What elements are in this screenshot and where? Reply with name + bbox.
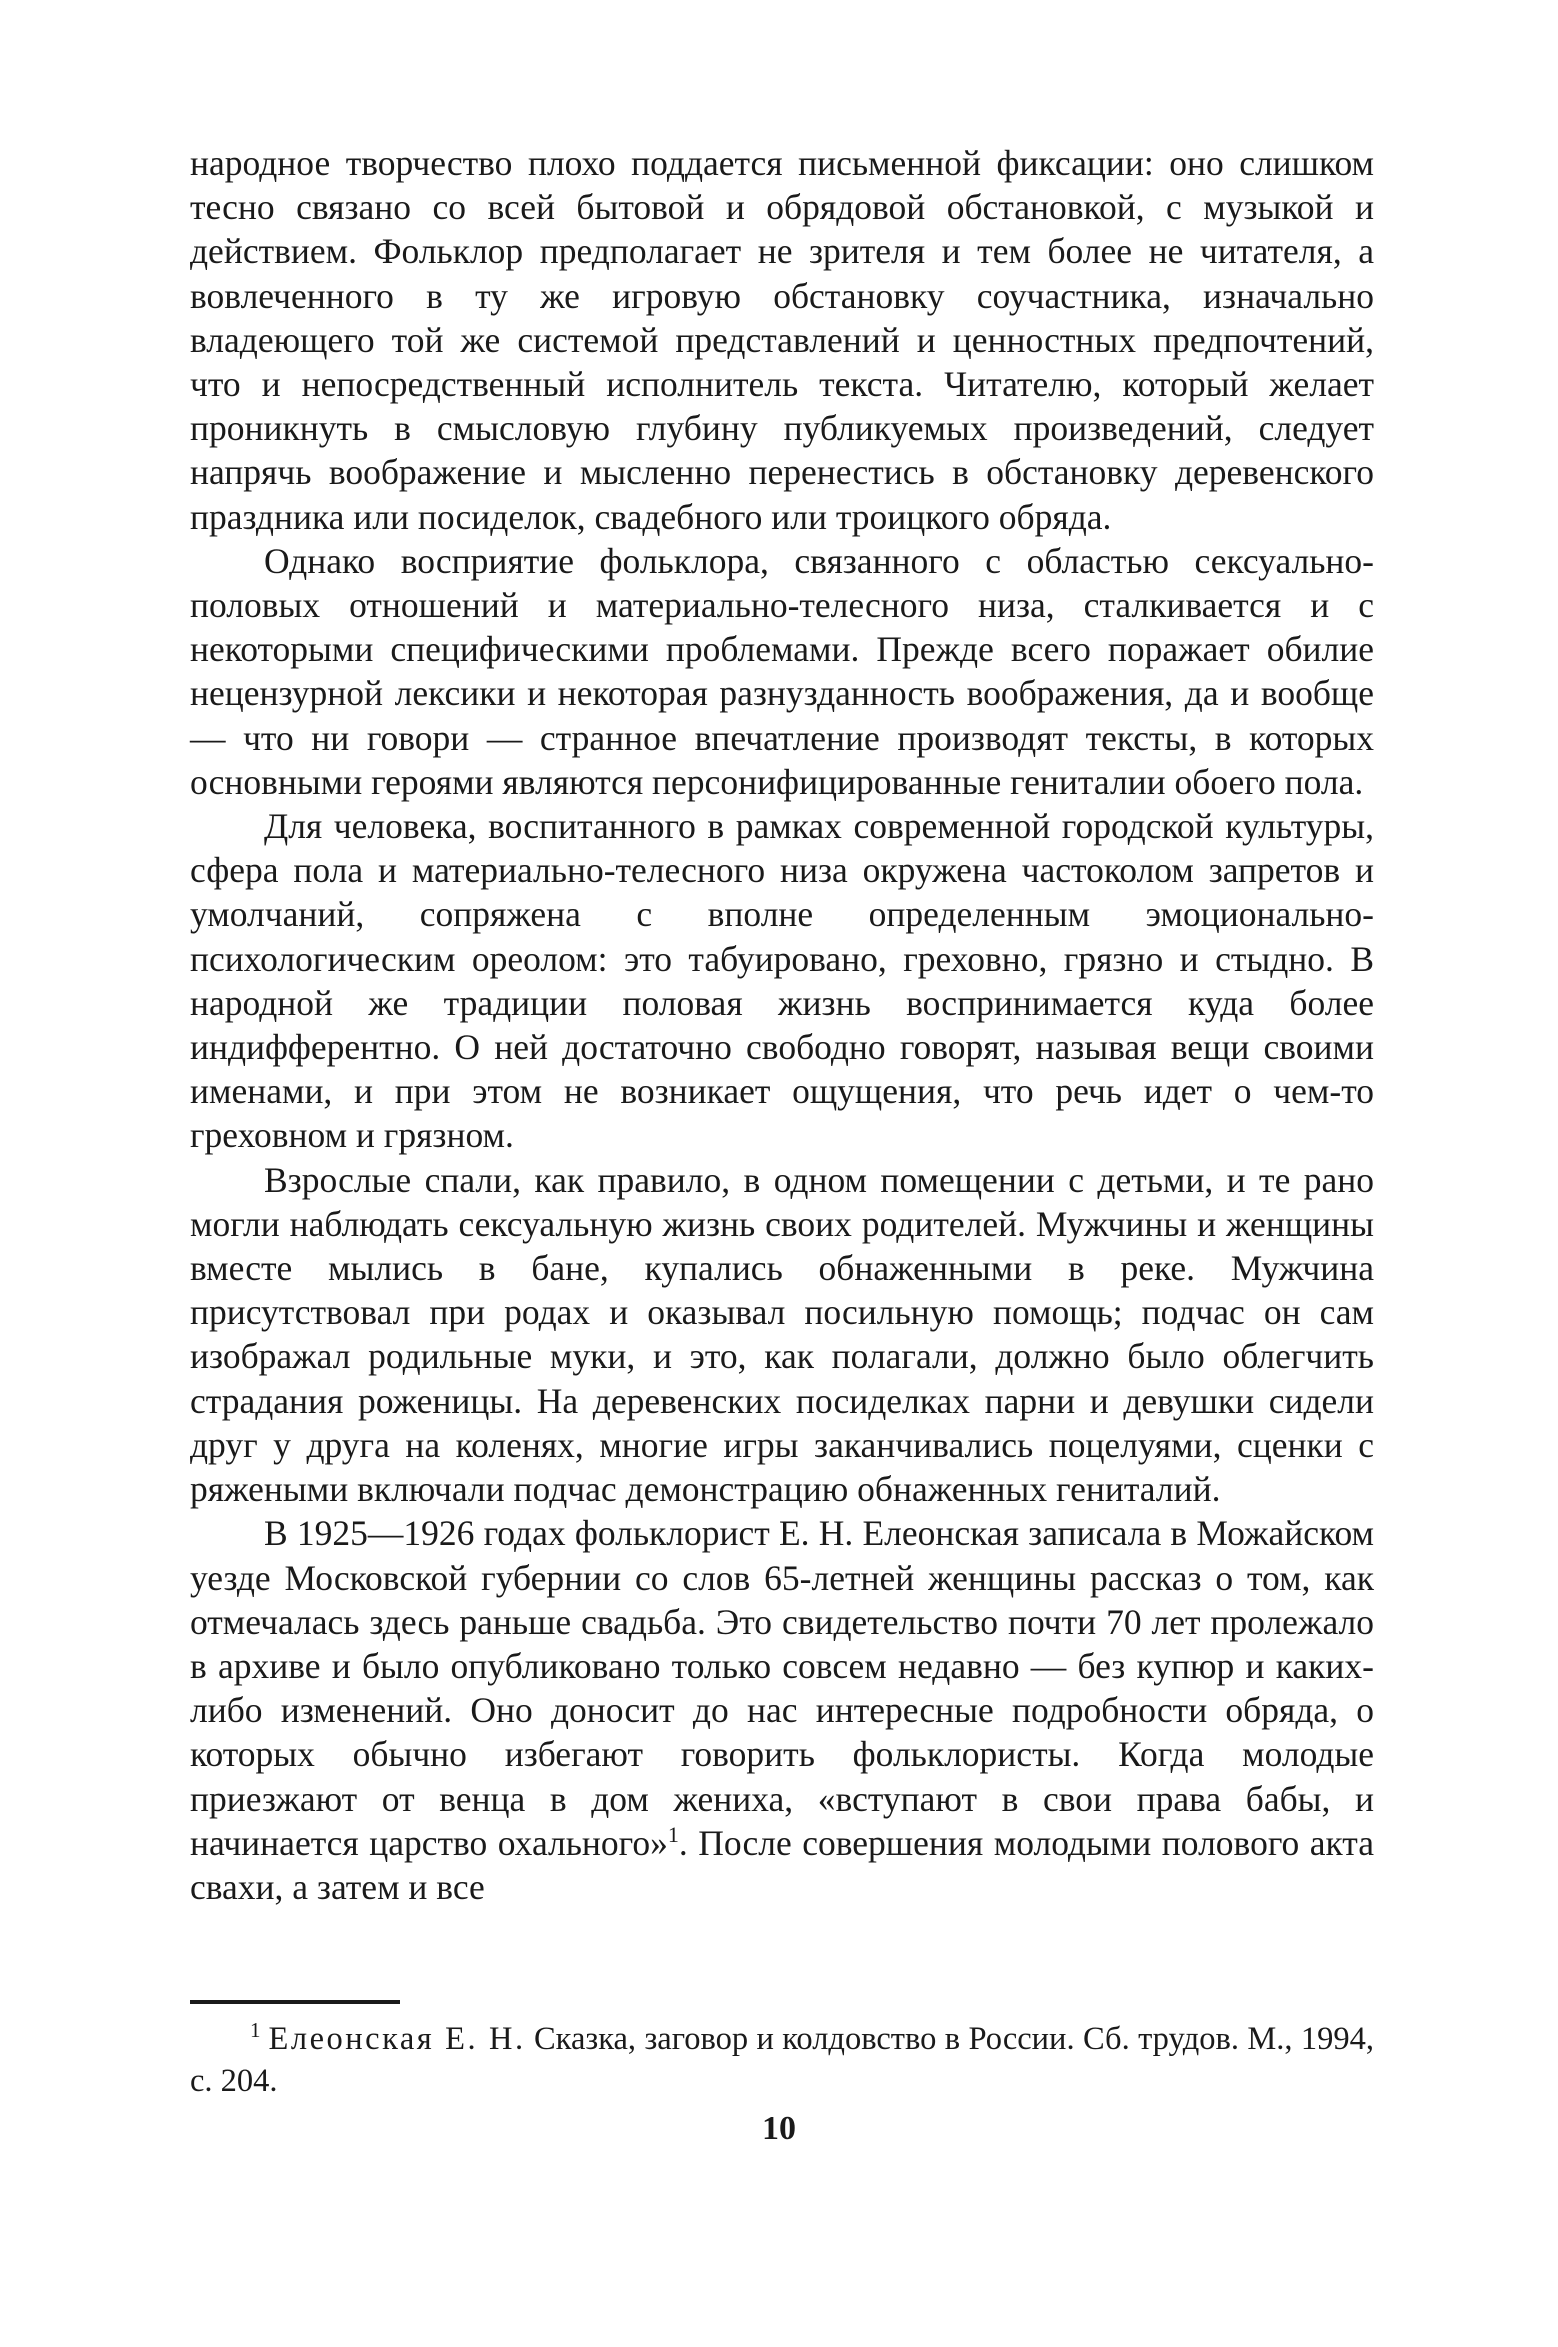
- main-text: [190, 141, 1374, 1909]
- paragraph-3: Для человека, воспитанного в рамках современной городской культуры, сфера пола и материально-телесного низа окружена частоколом запретов и умолчаний, сопряжена с вполне определенным эмоционально-психологическим ореолом: это табуировано, греховно, грязно и стыдно. В народной же традиции половая жизнь воспринимается куда более индифферентно. О ней достаточно свободно говорят, называя вещи своими именами, и при этом не возникает ощущения, что речь идет о чем-то греховном и грязном.: [190, 806, 1374, 1156]
- footnote-divider: [190, 2000, 400, 2004]
- paragraph-5: [190, 1511, 1374, 1909]
- footnote-text: Сказка, заговор и колдовство в России. Сб. трудов. М., 1994, с. 204.: [190, 2021, 1375, 2099]
- footnote-reference[interactable]: 1: [667, 1821, 679, 1847]
- page-number: 10: [762, 2110, 796, 2147]
- footnote-mark: 1: [250, 2018, 261, 2043]
- paragraph-1: народное творчество плохо поддается письменной фиксации: оно слишком тесно связано со всей бытовой и обрядовой обстановкой, с музыкой и действием. Фольклор предполагает не зрителя и тем более не читателя, а вовлеченного в ту же игровую обстановку соучастника, изначально владеющего той же системой представлений и ценностных предпочтений, что и непосредственный исполнитель текста. Читателю, который желает проникнуть в смысловую глубину публикуемых произведений, следует напрячь воображение и мысленно перенестись в обстановку деревенского праздника или посиделок, свадебного или троицкого обряда.: [190, 143, 1374, 537]
- footnote: [190, 2018, 1374, 2102]
- paragraph-4: Взрослые спали, как правило, в одном помещении с детьми, и те рано могли наблюдать сексуальную жизнь своих родителей. Мужчины и женщины вместе мылись в бане, купались обнаженными в реке. Мужчина присутствовал при родах и оказывал посильную помощь; подчас он сам изображал родильные муки, и это, как полагали, должно было облегчить страдания роженицы. На деревенских посиделках парни и девушки сидели друг у друга на коленях, многие игры заканчивались поцелуями, сценки с ряжеными включали подчас демонстрацию обнаженных гениталий.: [190, 1159, 1374, 1510]
- paragraph-5-continuation: . После совершения молодыми полового акта свахи, а затем и все: [190, 1822, 1374, 1907]
- paragraph-5-text: В 1925—1926 годах фольклорист Е. Н. Елеонская записала в Можайском уезде Московской губернии со слов 65-летней женщины рассказ о том, как отмечалась здесь раньше свадьба. Это свидетельство почти 70 лет пролежало в архиве и было опубликовано только совсем недавно — без купюр и каких-либо изменений. Оно доносит до нас интересные подробности обряда, о которых обычно избегают говорить фольклористы. Когда молодые приезжают от венца в дом жениха, «вступают в свои права бабы, и начинается царство охального»: [190, 1513, 1374, 1863]
- paragraph-2: Однако восприятие фольклора, связанного с областью сексуально-половых отношений и материально-телесного низа, сталкивается и с некоторыми специфическими проблемами. Прежде всего поражает обилие нецензурной лексики и некоторая разнузданность воображения, да и вообще — что ни говори — странное впечатление производят тексты, в которых основными героями являются персонифицированные гениталии обоего пола.: [190, 540, 1374, 802]
- footnote-author: Елеонская Е. Н.: [268, 2021, 526, 2057]
